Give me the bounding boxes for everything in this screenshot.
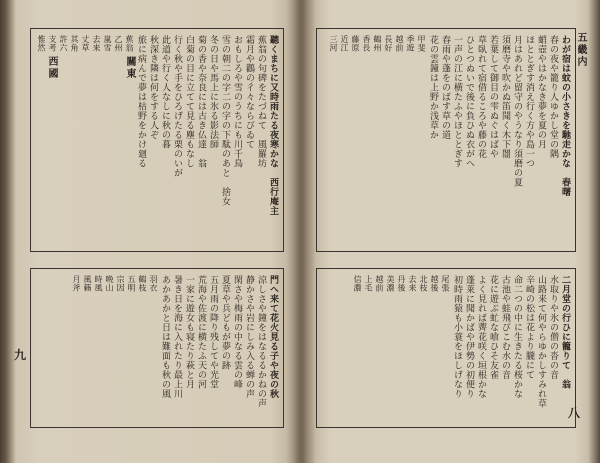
author-name: 上毛 <box>364 275 373 292</box>
author-name: 季遊 <box>406 35 415 52</box>
right-top-block <box>316 28 576 252</box>
author-name: 風籟 <box>83 275 92 292</box>
page-number-right: 八 <box>567 406 580 420</box>
verse-column: 霜月や鸛の彳々ならびゐて <box>244 35 254 149</box>
author-name: 許六 <box>59 35 68 52</box>
left-page <box>14 28 282 426</box>
verse-column: 草臥れて宿借るころや藤の花 <box>476 35 486 159</box>
author-name: 羽衣 <box>149 275 158 292</box>
author-name: 美濃 <box>386 275 395 292</box>
author-name: 北枝 <box>419 275 428 292</box>
verse-column: 夏草や兵どもが夢の跡 <box>220 275 230 370</box>
verse-column: 菊の香や奈良には古き仏達 翁 <box>196 35 206 168</box>
verse-column: 一声の江に横たふやほととぎす <box>452 35 462 168</box>
author-name: 藤原 <box>351 35 360 52</box>
author-name: 甲斐 <box>417 35 426 52</box>
verse-column: 閑さや梅雨の中なる雲の峰 <box>232 275 242 389</box>
page-number-left: 九 <box>14 348 27 362</box>
verse-column: 花の雲鐘は上野か浅草か <box>428 35 438 140</box>
verse-column: 雪の朝二の字二の字の下駄のあと 捨女 <box>220 35 230 206</box>
author-name: 去来 <box>408 275 417 292</box>
author-name: 月斧 <box>72 275 81 292</box>
author-name: 鶴州 <box>373 35 382 52</box>
author-name: 去来 <box>92 35 101 52</box>
verse-column: 行く秋や手をひろげたる栗のいが <box>172 35 182 178</box>
left-top-verse-columns <box>31 29 283 251</box>
author-name: 惟然 <box>37 35 46 52</box>
verse-column: 秋深き隣は何をする人ぞ <box>148 35 158 140</box>
author-name: 宗因 <box>116 275 125 292</box>
section-label-kanto: 關東 <box>124 56 135 80</box>
author-name: 香長 <box>362 35 371 52</box>
author-name: 丹後 <box>397 275 406 292</box>
author-name: 五明 <box>127 275 136 292</box>
verse-column: ほととぎす消え行く方や島一つ <box>524 35 534 168</box>
author-name: 晩山 <box>105 275 114 292</box>
right-bottom-verse-columns <box>317 269 575 427</box>
author-name: 丈草 <box>81 35 90 52</box>
author-name: 越前 <box>395 35 404 52</box>
author-name: 尾張 <box>441 275 450 292</box>
verse-column: 一家に遊女も寝たり萩と月 <box>184 275 194 389</box>
verse-column: 白菊の目に立てて見る塵もなし <box>184 35 194 168</box>
right-page <box>316 28 586 426</box>
verse-column: 蛸壺やはかなき夢を夏の月 <box>536 35 546 149</box>
verse-column: わが宿は蚊の小さきを馳走かな 春曙 <box>560 35 570 197</box>
author-name: 支考 <box>48 35 57 52</box>
verse-column: 冬の日や馬上に氷る影法師 <box>208 35 218 149</box>
author-name: 乙州 <box>114 35 123 52</box>
verse-column: 蓬莱に聞かばや伊勢の初便り <box>464 275 474 399</box>
verse-column: 月はあれど留守のやうなり須磨の夏 <box>512 35 522 187</box>
left-bottom-verse-columns <box>31 269 283 427</box>
verse-column: 門へ来て花火見る子や夜の秋 <box>268 275 278 399</box>
left-bottom-block <box>30 268 284 428</box>
verse-column: 古池や蛙飛びこむ水の音 <box>500 275 510 380</box>
right-bottom-block <box>316 268 576 428</box>
verse-column: あかあかと日は難面も秋の風 <box>160 275 170 399</box>
verse-column: 若葉して御目の雫ぬぐはばや <box>488 35 498 159</box>
verse-column: よく見れば薺花咲く垣根かな <box>476 275 486 399</box>
verse-column: 山路来て何やらゆかしすみれ草 <box>536 275 546 408</box>
verse-column: 五月雨の降り残してや光堂 <box>208 275 218 389</box>
section-label-saigoku: 西國 <box>46 56 57 80</box>
author-name: 蕉翁 <box>125 35 134 52</box>
verse-column: 荒海や佐渡に横たふ天の河 <box>196 275 206 389</box>
verse-column: ひとつぬいで後に負ひぬ衣がへ <box>464 35 474 168</box>
left-top-block <box>30 28 284 252</box>
verse-column: 春雨や蓬をのばす草の道 <box>440 35 450 140</box>
gutter-shadow <box>286 0 316 463</box>
verse-column: 涼しさや鐘をはなるるかねの声 <box>256 275 266 408</box>
verse-column: 此道や行く人なしに秋の暮 <box>160 35 170 149</box>
author-name: 越後 <box>430 275 439 292</box>
author-name: 長好 <box>384 35 393 52</box>
verse-column: 命二つの中に生きたる桜かな <box>512 275 522 399</box>
verse-column: 初時雨猿も小蓑をほしげなり <box>452 275 462 399</box>
verse-column: 暑き日を海に入れたり最上川 <box>172 275 182 399</box>
verse-column: 水取りや氷の僧の沓の音 <box>548 275 558 380</box>
author-name: 信濃 <box>353 275 362 292</box>
author-name: 嵐雪 <box>103 35 112 52</box>
verse-column: 須磨寺や吹かぬ笛聞く木下闇 <box>500 35 510 159</box>
author-name: 鶴枝 <box>138 275 147 292</box>
section-label-gokinai: 五畿内 <box>575 32 586 68</box>
verse-column: 静かさや岩にしみ入る蝉の声 <box>244 275 254 399</box>
verse-column: 辛崎の松は花より朧にて <box>524 275 534 380</box>
author-name: 近江 <box>340 35 349 52</box>
verse-column: 花に遊ぶ虻な喰ひそ友雀 <box>488 275 498 380</box>
author-name: 其角 <box>70 35 79 52</box>
verse-column: 旅に病んで夢は枯野をかけ廻る <box>136 35 146 168</box>
author-name: 三河 <box>329 35 338 52</box>
author-name: 時風 <box>94 275 103 292</box>
verse-column: おもしろや雪のうちにも川千鳥 <box>232 35 242 168</box>
verse-column: 二月堂の行ひに籠りて 翁 <box>560 275 570 389</box>
verse-column: 聽くまちに又時雨たる夜寒かな 西行庵主 <box>268 35 278 216</box>
author-name: 越前 <box>375 275 384 292</box>
verse-column: 蕉翁の句碑をたづねて 風羅坊 <box>256 35 266 168</box>
verse-column: 春の夜や籠り人ゆかし堂の隅 <box>548 35 558 159</box>
right-top-verse-columns <box>317 29 575 251</box>
